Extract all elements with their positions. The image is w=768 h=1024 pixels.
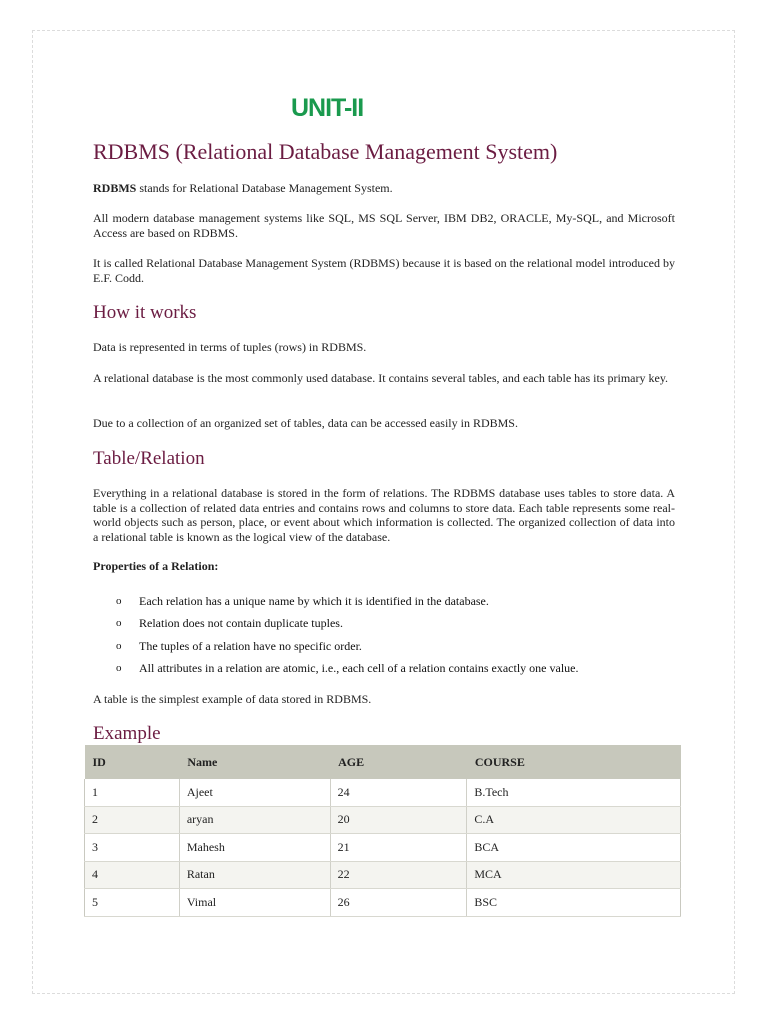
properties-heading-text: Properties of a Relation: [93,559,219,573]
table-cell: aryan [179,806,330,834]
intro-paragraph-2: All modern database management systems like SQL, MS SQL Server, IBM DB2, ORACLE, My-SQL, and Microsoft Access are based on RDBMS. [93,211,675,240]
list-item [116,616,676,638]
bullet-icon: o [116,595,122,607]
how-it-works-paragraph-1: Data is represented in terms of tuples (rows) in RDBMS. [93,340,367,354]
column-header-name: Name [179,745,330,779]
table-cell: Mahesh [179,834,330,862]
list-item-text: Relation does not contain duplicate tuples. [139,616,343,631]
table-cell: 4 [85,861,180,889]
table-cell: 21 [330,834,467,862]
table-cell: 3 [85,834,180,862]
example-table [84,745,681,917]
intro-paragraph-1-text: stands for Relational Database Management System. [136,181,393,195]
table-row [85,779,681,806]
how-it-works-paragraph-2: A relational database is the most commonly used database. It contains several tables, and each table has its primary key. [93,371,669,385]
how-it-works-heading: How it works [93,302,197,323]
properties-list [116,594,676,683]
closing-paragraph: A table is the simplest example of data stored in RDBMS. [93,692,372,706]
properties-heading [93,559,675,574]
how-it-works-paragraph-3: Due to a collection of an organized set of tables, data can be accessed easily in RDBMS. [93,416,518,430]
list-item [116,661,676,683]
intro-paragraph-3: It is called Relational Database Management System (RDBMS) because it is based on the relational model introduced by E.F. Codd. [93,256,675,285]
table-header-row [85,745,681,779]
intro-bold-term: RDBMS [93,181,137,195]
table-cell: MCA [467,861,681,889]
column-header-age: AGE [330,745,467,779]
table-cell: BSC [467,889,681,917]
table-cell: Vimal [179,889,330,917]
table-cell: 24 [330,779,467,806]
table-relation-paragraph: Everything in a relational database is stored in the form of relations. The RDBMS database uses tables to store data. A table is a collection of related data entries and contains rows and columns to store data. Each table represents some real-world objects such as person, place, or event about which information is collected. The organized collection of data into a relational table is known as the logical view of the database. [93,486,675,544]
table-cell: BCA [467,834,681,862]
page-title: RDBMS (Relational Database Management System) [93,139,558,164]
table-row [85,834,681,862]
list-item-text: The tuples of a relation have no specific order. [139,638,362,653]
table-row [85,889,681,917]
table-cell: 26 [330,889,467,917]
column-header-id: ID [85,745,180,779]
table-cell: 22 [330,861,467,889]
intro-paragraph-1 [93,181,675,196]
table-cell: Ajeet [179,779,330,806]
table-cell: 20 [330,806,467,834]
list-item-text: Each relation has a unique name by which it is identified in the database. [139,594,489,608]
list-item-text: All attributes in a relation are atomic, i.e., each cell of a relation contains exactly one value. [139,660,579,675]
table-cell: 2 [85,806,180,834]
table-row [85,861,681,889]
table-cell: Ratan [179,861,330,889]
unit-title: UNIT-II [291,94,364,122]
table-row [85,806,681,834]
table-cell: 1 [85,779,180,806]
bullet-icon: o [116,639,122,652]
bullet-icon: o [116,661,122,674]
table-cell: C.A [467,806,681,834]
bullet-icon: o [116,617,122,630]
list-item [116,639,676,661]
table-relation-heading: Table/Relation [93,448,205,469]
table-cell: 5 [85,889,180,917]
table-cell: B.Tech [467,779,681,806]
list-item [116,594,676,616]
column-header-course: COURSE [467,745,681,779]
example-heading: Example [93,723,161,744]
